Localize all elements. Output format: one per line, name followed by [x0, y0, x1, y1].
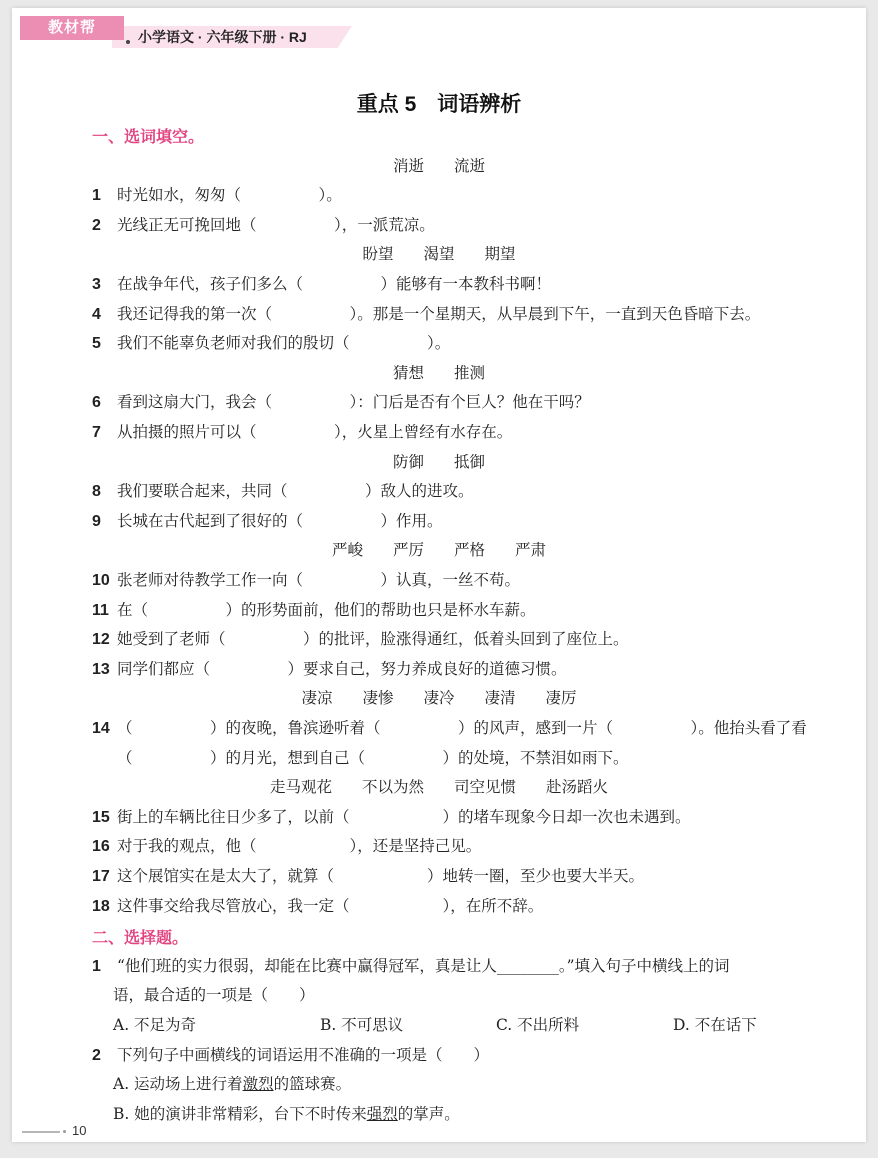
answer-option: B. 不可思议: [320, 1016, 404, 1034]
word-choice: 严峻: [331, 541, 363, 560]
question-text: 这件事交给我尽管放心，我一定（ ），在所不辞。: [116, 896, 544, 915]
word-choice: 期望: [484, 245, 516, 264]
word-bank: [12, 688, 866, 708]
question-text: 我还记得我的第一次（ ）。那是一个星期天，从早晨到下午，一直到天色昏暗下去。: [116, 304, 761, 323]
word-bank: [12, 540, 866, 560]
question-number: 3: [92, 276, 101, 293]
question-text: 从拍摄的照片可以（ ），火星上曾经有水存在。: [116, 423, 513, 441]
question-item: [92, 1045, 826, 1066]
word-choice: 防御: [392, 452, 424, 471]
question-text: 下列句子中画横线的词语运用不准确的一项是（ ）: [116, 1045, 489, 1064]
question-text: 看到这扇大门，我会（ ）：门后是否有个巨人？他在干吗？: [116, 393, 590, 412]
word-choice: 盼望: [362, 245, 394, 264]
word-choice: 推测: [454, 363, 486, 382]
question-number: 4: [92, 305, 101, 323]
question-text: 在战争年代，孩子们多么（ ）能够有一本教科书啊！: [116, 275, 551, 293]
question-item: [92, 215, 826, 236]
question-text: “他们班的实力很弱，却能在比赛中赢得冠军，真是让人________。”填入句子中横线上的词: [116, 956, 730, 975]
question-item: [92, 333, 826, 354]
question-text: 光线正无可挽回地（ ），一派荒凉。: [116, 215, 435, 234]
word-choice: 流逝: [454, 156, 486, 175]
underlined-word: 激烈: [242, 1075, 274, 1094]
question-number: 1: [92, 957, 101, 975]
question-number: 11: [92, 601, 109, 619]
page-number: 10: [72, 1123, 87, 1138]
word-choice: 严格: [454, 541, 486, 560]
footer-line: [22, 1131, 60, 1133]
question-text: 在（ ）的形势面前，他们的帮助也只是杯水车薪。: [116, 600, 536, 619]
question-item: [92, 807, 826, 828]
word-bank: [12, 156, 866, 176]
question-number: 16: [92, 838, 110, 856]
word-choice: 凄冷: [423, 689, 455, 708]
question-item: [92, 274, 826, 295]
question-text: （ ）的夜晚，鲁滨逊听着（ ）的风声，感到一片（ ）。他抬头看了看: [116, 719, 807, 737]
question-text: 她受到了老师（ ）的批评，脸涨得通红，低着头回到了座位上。: [116, 630, 629, 649]
question-text: 对于我的观点，他（ ），还是坚持己见。: [116, 837, 482, 856]
word-choice: 抵御: [454, 452, 486, 471]
question-text: 张老师对待教学工作一向（ ）认真，一丝不苟。: [116, 571, 520, 589]
question-item: [92, 422, 826, 443]
word-bank: [12, 452, 866, 472]
question-text: 我们要联合起来，共同（ ）敌人的进攻。: [116, 482, 474, 501]
question-text: 时光如水，匆匆（ ）。: [116, 186, 342, 205]
question-number: 10: [92, 572, 110, 589]
answer-option: [113, 1074, 351, 1094]
word-choice: 走马观花: [269, 778, 332, 797]
question-number: 6: [92, 394, 101, 412]
word-bank: [12, 777, 866, 797]
section-heading: 一、选词填空。: [92, 129, 205, 146]
question-text: 长城在古代起到了很好的（ ）作用。: [116, 511, 443, 530]
question-text-continued: 语，最合适的一项是（ ）: [113, 986, 315, 1005]
question-item: [92, 481, 826, 502]
question-item: [92, 718, 826, 739]
question-number: 12: [92, 631, 110, 649]
word-choice: 凄惨: [362, 689, 394, 708]
question-number: 13: [92, 660, 110, 678]
question-item: [92, 511, 826, 532]
question-item: [92, 600, 826, 621]
word-choice: 渴望: [423, 245, 455, 264]
header-bullet: [126, 40, 130, 44]
word-choice: 猜想: [392, 363, 424, 382]
answer-option: [113, 1104, 460, 1124]
answer-option: D. 不在话下: [673, 1016, 757, 1034]
question-number: 17: [92, 868, 110, 885]
word-choice: 消逝: [392, 156, 424, 175]
question-text: （ ）的月光，想到自己（ ）的处境，不禁泪如雨下。: [116, 748, 629, 767]
question-item: [92, 956, 826, 977]
word-bank: [12, 244, 866, 264]
option-text: 的掌声。: [397, 1104, 460, 1123]
word-choice: 赴汤蹈火: [546, 778, 609, 797]
question-text: 同学们都应（ ）要求自己，努力养成良好的道德习惯。: [116, 659, 567, 678]
question-text: 街上的车辆比往日少多了，以前（ ）的堵车现象今日却一次也未遇到。: [116, 807, 691, 826]
word-choice: 凄清: [484, 689, 516, 708]
question-number: 7: [92, 424, 101, 441]
option-text: A. 运动场上进行着: [113, 1075, 243, 1094]
option-text: 的篮球赛。: [273, 1075, 352, 1094]
underlined-word: 强烈: [366, 1104, 398, 1123]
question-item: [92, 304, 826, 325]
option-text: B. 她的演讲非常精彩，台下不时传来: [113, 1104, 367, 1123]
answer-option: C. 不出所料: [496, 1016, 580, 1034]
word-choice: 严厉: [392, 541, 424, 560]
question-number: 9: [92, 512, 101, 530]
question-number: 15: [92, 808, 110, 826]
answer-option: A. 不足为奇: [113, 1016, 197, 1034]
question-number: 14: [92, 720, 110, 737]
question-item: [92, 185, 826, 206]
question-item: [92, 659, 826, 680]
word-choice: 凄厉: [545, 689, 577, 708]
question-number: 5: [92, 335, 101, 353]
question-number: 18: [92, 897, 110, 915]
question-number: 1: [92, 187, 101, 205]
textbook-page: [12, 8, 866, 1142]
question-item: [92, 629, 826, 650]
footer-dot: [63, 1130, 66, 1133]
question-item: [92, 570, 826, 591]
question-item: [92, 896, 826, 917]
question-item: [92, 836, 826, 857]
question-item: [92, 866, 826, 887]
question-item: [92, 392, 826, 413]
question-text: 这个展馆实在是太大了，就算（ ）地转一圈，至少也要大半天。: [116, 867, 644, 885]
question-number: 8: [92, 483, 101, 501]
question-text: 我们不能辜负老师对我们的殷切（ ）。: [116, 334, 451, 353]
question-number: 2: [92, 1046, 101, 1064]
word-bank: [12, 363, 866, 383]
book-subtitle: 小学语文 · 六年级下册 · RJ: [138, 29, 307, 45]
question-item: [92, 748, 826, 768]
word-choice: 司空见惯: [454, 778, 517, 797]
brand-label: 教材帮: [20, 16, 124, 40]
word-choice: 不以为然: [361, 778, 424, 797]
word-choice: 严肃: [515, 541, 547, 560]
page-title: 重点 5 词语辨析: [356, 93, 522, 116]
section-heading: 二、选择题。: [92, 930, 189, 948]
word-choice: 凄凉: [301, 689, 333, 708]
question-number: 2: [92, 216, 101, 234]
